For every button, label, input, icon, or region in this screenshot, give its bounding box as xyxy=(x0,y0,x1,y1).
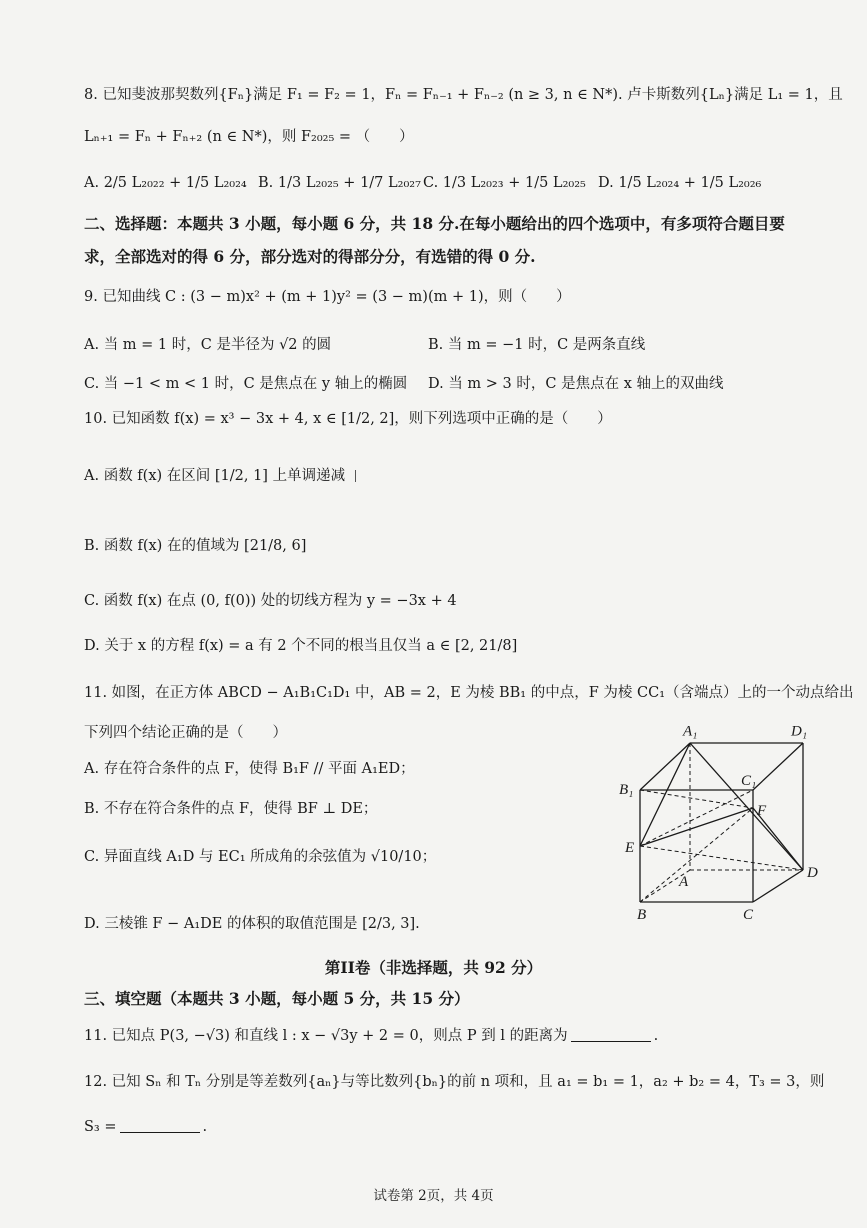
seg-b1f xyxy=(640,790,753,808)
line-text: 10. 已知函数 f(x) = x³ − 3x + 4, x ∈ [1/2, 2]，则下列选项中正确的是（ ） xyxy=(84,411,612,427)
line-text: B. 函数 f(x) 在的值域为 [21/8, 6] xyxy=(84,538,307,554)
line-sec2-line2 xyxy=(84,247,536,266)
line-q10 xyxy=(84,410,612,428)
line-q11-b xyxy=(84,800,377,818)
line-q11-c xyxy=(84,848,436,866)
line-q11-a xyxy=(84,760,415,778)
page-footer: 试卷第 2页，共 4页 xyxy=(373,1188,494,1204)
label-a1: A₁ xyxy=(683,723,698,740)
line-fill12-line1 xyxy=(84,1073,824,1091)
label-a: A xyxy=(679,874,689,890)
line-q10-c xyxy=(84,592,457,610)
line-q9 xyxy=(84,288,571,306)
line-text: 11. 已知点 P(3, −√3) 和直线 l : x − √3y + 2 = 0，则点 P 到 l 的距离为 xyxy=(84,1028,568,1044)
line-text: A. 函数 f(x) 在区间 [1/2, 1] 上单调递减 xyxy=(84,468,346,484)
edge-dc xyxy=(753,870,803,902)
line-sec3 xyxy=(84,989,470,1008)
label-b1: B₁ xyxy=(619,782,634,798)
line-text: S₃ = xyxy=(84,1119,117,1135)
line-text: 三、填空题（本题共 3 小题，每小题 5 分，共 15 分） xyxy=(84,989,470,1008)
line-q11-line1 xyxy=(84,684,854,702)
option-q9-d: D. 当 m > 3 时，C 是焦点在 x 轴上的双曲线 xyxy=(428,376,724,392)
option-q8-c: C. 1/3 L₂₀₂₃ + 1/5 L₂₀₂₅ xyxy=(423,175,586,191)
line-tail: . xyxy=(653,1028,659,1044)
line-text: 8. 已知斐波那契数列{Fₙ}满足 F₁ = F₂ = 1，Fₙ = Fₙ₋₁ + Fₙ₋₂ (n ≥ 3, n ∈ N*). 卢卡斯数列{Lₙ}满足 L₁ = 1，且 xyxy=(84,87,843,103)
line-q10-a xyxy=(84,467,356,485)
line-text: 9. 已知曲线 C : (3 − m)x² + (m + 1)y² = (3 − m)(m + 1)，则（ ） xyxy=(84,289,571,305)
edge-b1a1 xyxy=(640,743,690,790)
edge-c1d1 xyxy=(753,743,803,790)
seg-ec1 xyxy=(640,790,753,846)
line-text: 下列四个结论正确的是（ ） xyxy=(84,725,287,741)
line-fill11 xyxy=(84,1027,658,1045)
cube-figure xyxy=(615,723,830,925)
option-q8-b: B. 1/3 L₂₀₂₅ + 1/7 L₂₀₂₇ xyxy=(258,175,421,191)
line-tail: . xyxy=(202,1119,208,1135)
option-q9-b: B. 当 m = −1 时，C 是两条直线 xyxy=(428,337,646,353)
answer-blank[interactable] xyxy=(120,1118,200,1133)
line-text: D. 三棱锥 F − A₁DE 的体积的取值范围是 [2/3, 3]. xyxy=(84,916,420,932)
label-c1: C₁ xyxy=(741,773,757,789)
line-text: A. 存在符合条件的点 F，使得 B₁F // 平面 A₁ED； xyxy=(84,761,415,777)
seg-bf xyxy=(640,808,753,902)
seg-ef xyxy=(640,808,753,846)
option-q8-a: A. 2/5 L₂₀₂₂ + 1/5 L₂₀₂₄ xyxy=(84,175,247,191)
option-q9-a: A. 当 m = 1 时，C 是半径为 √2 的圆 xyxy=(84,337,332,353)
line-q8-line2 xyxy=(84,128,414,146)
line-q10-b xyxy=(84,537,306,555)
line-text: B. 不存在符合条件的点 F，使得 BF ⊥ DE； xyxy=(84,801,378,817)
line-q8-line1 xyxy=(84,86,843,104)
option-q9-c: C. 当 −1 < m < 1 时，C 是焦点在 y 轴上的椭圆 xyxy=(84,376,408,392)
label-c: C xyxy=(743,907,754,923)
line-text: 求，全部选对的得 6 分，部分选对的得部分分，有选错的得 0 分. xyxy=(84,247,536,266)
line-text: C. 异面直线 A₁D 与 EC₁ 所成角的余弦值为 √10/10； xyxy=(84,849,437,865)
line-q10-d xyxy=(84,637,517,655)
line-text: C. 函数 f(x) 在点 (0, f(0)) 处的切线方程为 y = −3x + 4 xyxy=(84,593,457,609)
line-text: 12. 已知 Sₙ 和 Tₙ 分别是等差数列{aₙ}与等比数列{bₙ}的前 n 项和，且 a₁ = b₁ = 1，a₂ + b₂ = 4，T₃ = 3，则 xyxy=(84,1074,825,1090)
line-text: 二、选择题：本题共 3 小题，每小题 6 分，共 18 分.在每小题给出的四个选项中，有多项符合题目要 xyxy=(84,214,785,233)
line-fill12-line2 xyxy=(84,1118,207,1136)
line-sec2-line1 xyxy=(84,214,785,233)
line-q11-d xyxy=(84,915,420,933)
line-text: Lₙ₊₁ = Fₙ + Fₙ₊₂ (n ∈ N*)，则 F₂₀₂₅ = （ ） xyxy=(84,129,414,145)
label-f: F xyxy=(757,803,767,819)
seg-ed xyxy=(640,846,803,870)
label-e: E xyxy=(625,840,635,856)
answer-blank[interactable] xyxy=(571,1027,651,1042)
option-q8-d: D. 1/5 L₂₀₂₄ + 1/5 L₂₀₂₆ xyxy=(598,175,762,191)
line-q11-line2 xyxy=(84,724,287,742)
label-d1: D₁ xyxy=(791,723,808,740)
part2-heading: 第II卷（非选择题，共 92 分） xyxy=(324,958,543,977)
stray-mark xyxy=(355,470,356,482)
label-b: B xyxy=(637,907,647,923)
line-text: 11. 如图，在正方体 ABCD − A₁B₁C₁D₁ 中，AB = 2，E 为棱 BB₁ 的中点，F 为棱 CC₁（含端点）上的一个动点给出 xyxy=(84,685,854,701)
seg-ea1 xyxy=(640,743,690,846)
label-d: D xyxy=(807,865,818,881)
line-text: D. 关于 x 的方程 f(x) = a 有 2 个不同的根当且仅当 a ∈ [2, 21/8] xyxy=(84,638,518,654)
